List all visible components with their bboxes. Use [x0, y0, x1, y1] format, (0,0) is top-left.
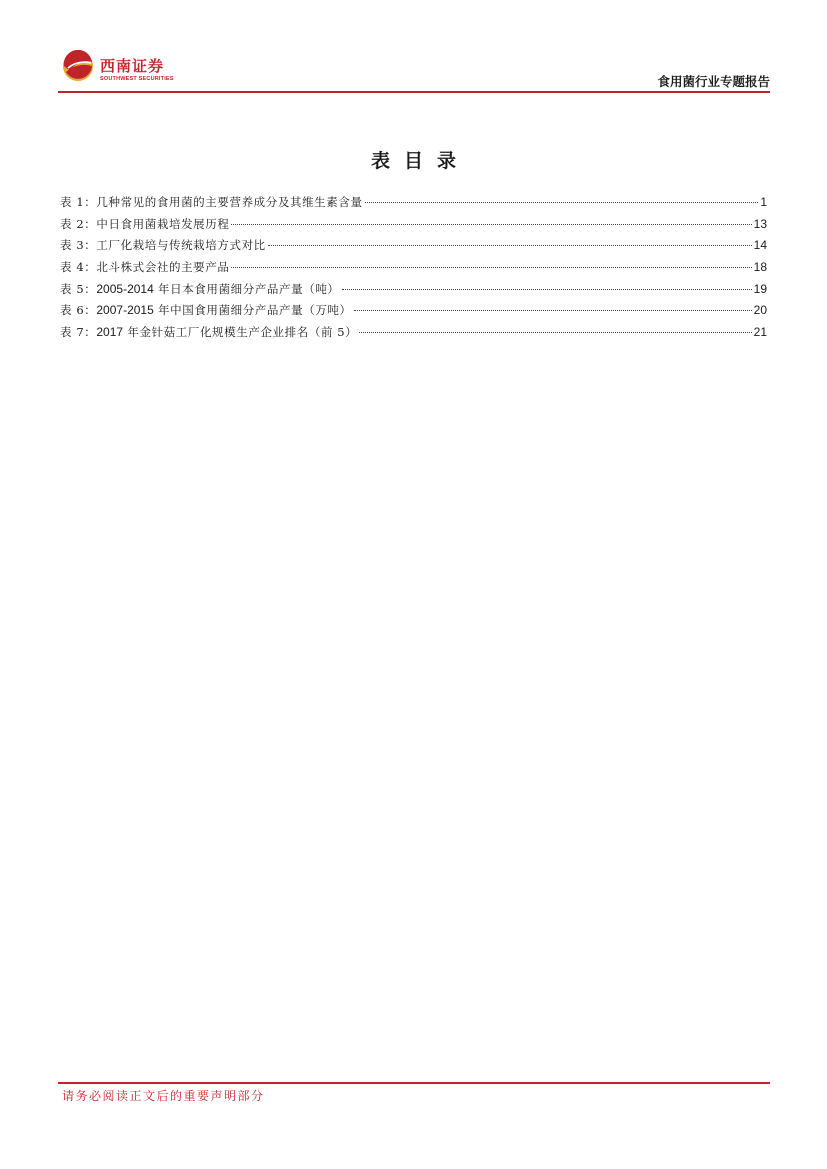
toc-title: 中日食用菌栽培发展历程: [96, 216, 230, 231]
footer-disclaimer: 请务必阅读正文后的重要声明部分: [62, 1089, 265, 1103]
toc-item-4[interactable]: [60, 259, 767, 281]
toc-title: 年中国食用菌细分产品产量（万吨）: [158, 303, 352, 318]
toc-item-2[interactable]: [60, 216, 767, 238]
toc-item-1[interactable]: [60, 194, 767, 216]
toc-title-year: 2005-2014: [96, 281, 154, 296]
toc-item-6[interactable]: [60, 302, 767, 324]
toc-title-year: 2007-2015: [96, 303, 154, 318]
toc-title: 年日本食用菌细分产品产量（吨）: [158, 281, 340, 296]
toc-page-number: 14: [753, 238, 767, 253]
toc-title: 工厂化栽培与传统栽培方式对比: [96, 238, 266, 253]
dot-leader: [231, 224, 751, 225]
toc-page-number: 19: [753, 281, 767, 296]
toc-prefix: 表 2：: [60, 216, 97, 231]
toc-item-5[interactable]: [60, 281, 767, 303]
dot-leader: [365, 202, 759, 203]
toc-page-number: 13: [753, 216, 767, 231]
toc-page-number: 18: [753, 260, 767, 275]
dot-leader: [359, 332, 751, 333]
southwest-securities-logo-icon: [62, 50, 94, 82]
dot-leader: [354, 310, 752, 311]
toc-page-number: 21: [753, 325, 767, 340]
toc-page-number: 1: [760, 195, 767, 209]
header-divider: [58, 91, 770, 93]
table-of-contents: [60, 194, 767, 346]
toc-prefix: 表 1：: [60, 195, 97, 209]
toc-heading: 表目录: [370, 150, 470, 172]
dot-leader: [342, 289, 752, 290]
toc-item-7[interactable]: [60, 324, 767, 346]
toc-title: 几种常见的食用菌的主要营养成分及其维生素含量: [96, 195, 363, 209]
toc-prefix: 表 7：: [60, 325, 97, 340]
toc-prefix: 表 4：: [60, 260, 97, 275]
dot-leader: [268, 245, 752, 246]
company-logo: [62, 50, 182, 84]
toc-page-number: 20: [753, 303, 767, 318]
footer-divider: [58, 1082, 770, 1084]
toc-prefix: 表 6：: [60, 303, 97, 318]
toc-title-year: 2017: [96, 325, 124, 340]
toc-title: 北斗株式会社的主要产品: [96, 260, 230, 275]
toc-prefix: 表 3：: [60, 238, 97, 253]
dot-leader: [231, 267, 751, 268]
brand-name-en: SOUTHWEST SECURITIES: [100, 76, 174, 82]
page-header: [58, 46, 770, 92]
toc-prefix: 表 5：: [60, 281, 97, 296]
toc-item-3[interactable]: [60, 237, 767, 259]
brand-name-cn: 西南证券: [100, 57, 165, 75]
report-title: 食用菌行业专题报告: [657, 74, 770, 89]
toc-title: 年金针菇工厂化规模生产企业排名（前 5）: [127, 325, 358, 340]
